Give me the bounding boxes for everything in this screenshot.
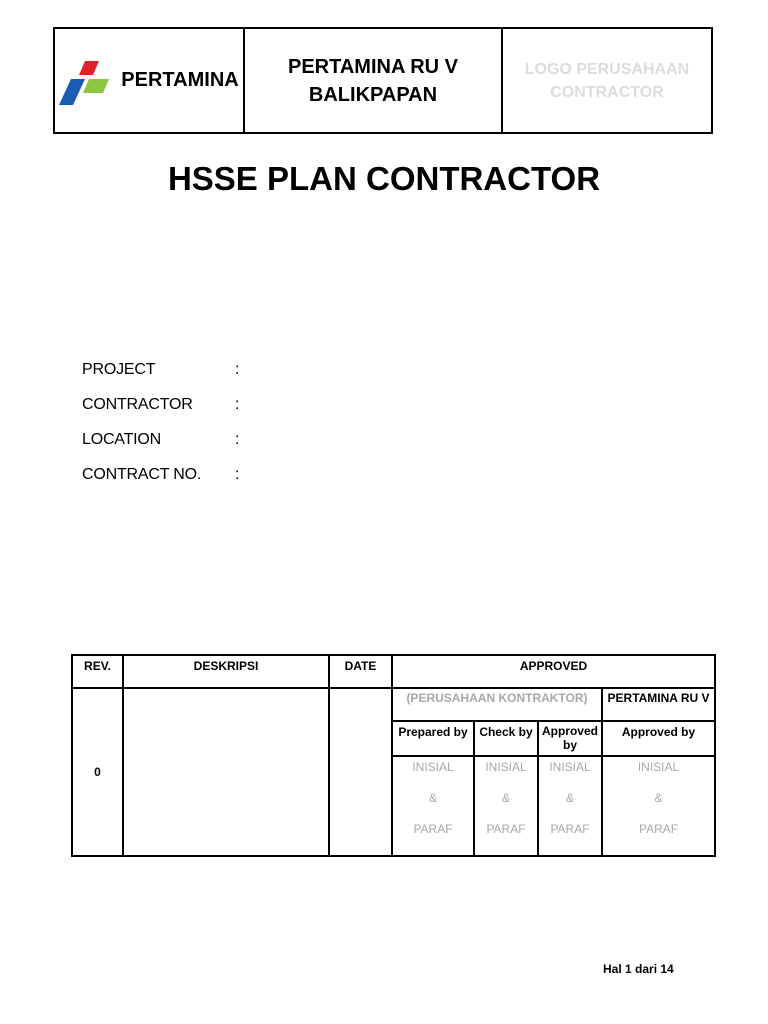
- company-line-1: PERTAMINA RU V: [288, 55, 458, 78]
- field-separator: :: [235, 430, 240, 448]
- field-row-project: [82, 352, 239, 387]
- company-name: [245, 29, 503, 132]
- field-row-contract-no: [82, 457, 239, 492]
- group-contractor: (PERUSAHAAN KONTRAKTOR): [392, 688, 602, 721]
- sign-paraf: PARAF: [413, 822, 453, 836]
- deskripsi-cell: [123, 688, 329, 856]
- sign-paraf: PARAF: [486, 822, 526, 836]
- field-label: CONTRACT NO.: [82, 465, 202, 483]
- sign-amp: &: [565, 791, 574, 805]
- header-rev: REV.: [72, 655, 123, 688]
- sign-amp: &: [654, 791, 663, 805]
- field-label: LOCATION: [82, 430, 162, 448]
- role-check-by: Check by: [474, 721, 538, 756]
- sign-paraf: PARAF: [638, 822, 679, 836]
- group-pertamina: PERTAMINA RU V: [602, 688, 715, 721]
- company-line-2: BALIKPAPAN: [308, 83, 438, 106]
- project-fields: [82, 352, 239, 492]
- pertamina-logo: [55, 29, 245, 132]
- field-label: CONTRACTOR: [82, 395, 193, 413]
- field-row-location: [82, 422, 239, 457]
- sign-prepared-by: [392, 756, 474, 856]
- logo-wordmark: PERTAMINA: [121, 69, 239, 91]
- sign-approved-by-pertamina: [602, 756, 715, 856]
- contractor-logo-line-1: LOGO PERUSAHAAN: [524, 60, 690, 78]
- sign-approved-by-contractor: [538, 756, 602, 856]
- sign-amp: &: [428, 791, 437, 805]
- sign-inisial: INISIAL: [549, 760, 591, 774]
- rev-value: 0: [72, 688, 123, 856]
- approval-table: [71, 654, 716, 857]
- field-separator: :: [235, 360, 240, 378]
- role-approved-by-contractor: Approved by: [538, 721, 602, 756]
- sign-inisial: INISIAL: [637, 760, 680, 774]
- role-prepared-by: Prepared by: [392, 721, 474, 756]
- field-label: PROJECT: [82, 360, 156, 378]
- sign-paraf: PARAF: [550, 822, 590, 836]
- document-title: HSSE PLAN CONTRACTOR: [167, 160, 601, 197]
- header-date: DATE: [329, 655, 392, 688]
- header-deskripsi: DESKRIPSI: [123, 655, 329, 688]
- sign-amp: &: [501, 791, 510, 805]
- contractor-logo-line-2: CONTRACTOR: [550, 83, 664, 101]
- header-approved: APPROVED: [392, 655, 715, 688]
- sign-inisial: INISIAL: [485, 760, 527, 774]
- field-separator: :: [235, 395, 240, 413]
- pertamina-logo-icon: [59, 57, 115, 105]
- date-cell: [329, 688, 392, 856]
- field-separator: :: [235, 465, 240, 483]
- document-header: [53, 27, 713, 134]
- contractor-logo-placeholder: [503, 29, 711, 132]
- sign-check-by: [474, 756, 538, 856]
- page-number: Hal 1 dari 14: [603, 962, 674, 976]
- role-approved-by-pertamina: Approved by: [602, 721, 715, 756]
- field-row-contractor: [82, 387, 239, 422]
- sign-inisial: INISIAL: [412, 760, 454, 774]
